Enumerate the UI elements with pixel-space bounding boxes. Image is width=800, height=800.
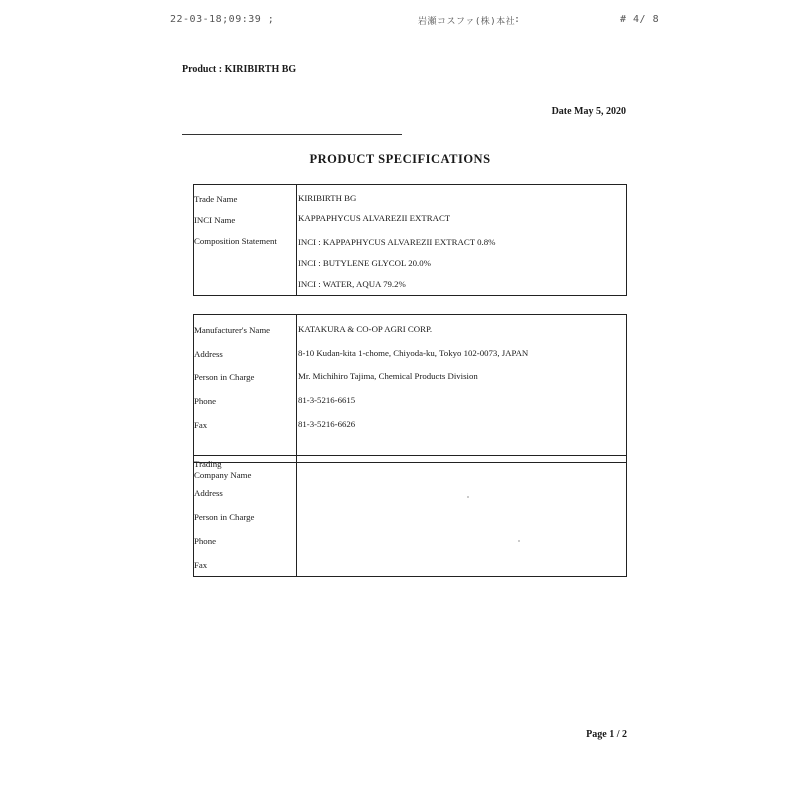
person-in-charge-value: Mr. Michihiro Tajima, Chemical Products Division <box>298 371 478 381</box>
column-divider <box>296 456 297 576</box>
manufacturer-name-value: KATAKURA & CO-OP AGRI CORP. <box>298 324 433 334</box>
fax-label: Fax <box>194 420 208 430</box>
fax-value: 81-3-5216-6626 <box>298 419 356 429</box>
address-label: Address <box>194 488 223 498</box>
fax-sender: 岩瀬コスファ(株)本社 <box>418 17 516 27</box>
fax-colon: : <box>514 14 521 25</box>
address-value: 8-10 Kudan-kita 1-chome, Chiyoda-ku, Tokyo 102-0073, JAPAN <box>298 348 529 358</box>
product-line: Product : KIRIBIRTH BG <box>182 64 297 75</box>
manufacturer-table <box>193 314 627 463</box>
scan-speck <box>518 540 520 542</box>
column-divider <box>296 315 297 462</box>
phone-value: 81-3-5216-6615 <box>298 395 356 405</box>
person-in-charge-label: Person in Charge <box>194 372 255 382</box>
person-in-charge-label: Person in Charge <box>194 512 255 522</box>
phone-label: Phone <box>194 536 216 546</box>
trade-name-label: Trade Name <box>194 194 238 204</box>
composition-line: INCI : BUTYLENE GLYCOL 20.0% <box>298 258 431 268</box>
fax-page-marker: # 4/ 8 <box>620 14 660 25</box>
phone-label: Phone <box>194 396 216 406</box>
fax-header <box>0 14 800 30</box>
fax-timestamp: 22-03-18;09:39 ; <box>170 14 275 25</box>
company-name-label: Company Name <box>194 470 252 480</box>
composition-line: INCI : KAPPAPHYCUS ALVAREZII EXTRACT 0.8% <box>298 237 496 247</box>
product-table <box>193 184 627 296</box>
column-divider <box>296 185 297 295</box>
scan-speck <box>467 496 469 498</box>
page-number: Page 1 / 2 <box>586 729 627 740</box>
document-title: PRODUCT SPECIFICATIONS <box>309 152 491 166</box>
trading-label: Trading <box>194 459 222 469</box>
date-line: Date May 5, 2020 <box>551 106 626 117</box>
signature-rule <box>182 134 402 135</box>
inci-name-value: KAPPAPHYCUS ALVAREZII EXTRACT <box>298 213 451 223</box>
inci-name-label: INCI Name <box>194 215 236 225</box>
fax-label: Fax <box>194 560 208 570</box>
manufacturer-name-label: Manufacturer's Name <box>194 325 271 335</box>
trading-company-table <box>193 455 627 577</box>
trade-name-value: KIRIBIRTH BG <box>298 193 357 203</box>
composition-label: Composition Statement <box>194 236 277 246</box>
address-label: Address <box>194 349 223 359</box>
composition-line: INCI : WATER, AQUA 79.2% <box>298 279 406 289</box>
